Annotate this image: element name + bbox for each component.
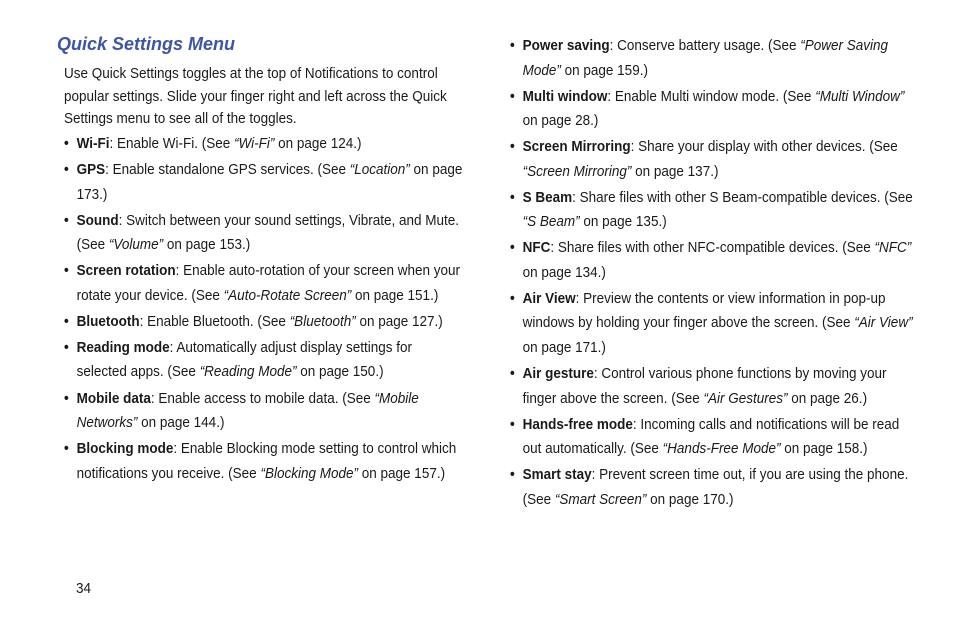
item-term: GPS — [76, 161, 106, 179]
item-term: Sound — [76, 211, 119, 229]
item-term: Reading mode — [76, 338, 170, 356]
item-page-reference: on page 135.) — [579, 213, 667, 231]
item-term: Multi window — [522, 87, 608, 105]
list-item — [64, 310, 464, 335]
item-description: : Preview the contents or view information in pop-up windows by holding your finger above the screen. (See — [522, 289, 886, 332]
list-item — [510, 186, 919, 235]
item-description: : Enable Wi-Fi. (See — [109, 135, 235, 152]
item-term: Screen Mirroring — [522, 138, 631, 156]
bullet-icon: • — [64, 161, 69, 179]
item-page-reference: on page 134.) — [522, 263, 606, 281]
list-item — [510, 362, 919, 411]
item-page-reference: on page 124.) — [274, 135, 362, 152]
section-heading: Quick Settings Menu — [57, 34, 236, 54]
item-page-reference: on page 170.) — [646, 490, 734, 508]
item-page-reference: on page 173.) — [76, 161, 463, 203]
item-description: : Enable Bluetooth. (See — [139, 312, 290, 330]
item-page-reference: on page 144.) — [137, 414, 225, 432]
item-reference: “Location” — [349, 161, 410, 179]
item-page-reference: on page 28.) — [522, 112, 599, 130]
left-bullet-list — [64, 132, 508, 488]
item-page-reference: on page 157.) — [358, 464, 446, 482]
bullet-icon: • — [510, 87, 515, 105]
item-page-reference: on page 150.) — [296, 363, 384, 381]
item-term: Mobile data — [76, 389, 151, 407]
item-page-reference: on page 158.) — [780, 440, 868, 458]
item-reference: “Mobile Networks” — [76, 389, 419, 432]
list-item — [64, 259, 464, 308]
item-term: Hands-free mode — [522, 415, 633, 433]
item-reference: “S Beam” — [522, 213, 580, 231]
item-description: : Enable Multi window mode. (See — [607, 87, 816, 105]
intro-paragraph: Use Quick Settings toggles at the top of Notifications to control popular settings. Slide your finger right and left across the Quick Settings menu to see all of the toggles. — [64, 65, 447, 127]
item-reference: “NFC” — [874, 239, 912, 257]
item-reference: “Hands-Free Mode” — [662, 440, 781, 458]
item-description: : Enable access to mobile data. (See — [150, 389, 375, 407]
bullet-icon: • — [64, 262, 69, 280]
bullet-icon: • — [510, 37, 515, 54]
item-description: : Enable auto-rotation of your screen when your rotate your device. (See — [76, 262, 461, 304]
item-description: : Share your display with other devices. (See — [630, 138, 898, 156]
list-item — [64, 336, 464, 385]
item-term: Air View — [522, 289, 576, 307]
item-reference: “Volume” — [108, 236, 164, 254]
list-item — [64, 437, 464, 486]
item-page-reference: on page 171.) — [522, 338, 606, 356]
bullet-icon: • — [510, 365, 515, 383]
bullet-icon: • — [510, 289, 515, 307]
item-term: Screen rotation — [76, 262, 176, 280]
item-description: : Enable standalone GPS services. (See — [105, 161, 350, 179]
list-item — [64, 209, 464, 258]
list-item — [510, 85, 919, 134]
list-item — [510, 34, 919, 83]
bullet-icon: • — [64, 338, 69, 356]
item-page-reference: on page 153.) — [163, 236, 251, 254]
item-description: : Incoming calls and notifications will be read out automatically. (See — [522, 415, 900, 458]
item-reference: “Wi-Fi” — [234, 135, 275, 152]
item-description: : Enable Blocking mode setting to control which notifications you receive. (See — [76, 440, 457, 482]
item-description: : Share files with other S Beam-compatible devices. (See — [572, 188, 913, 206]
item-reference: “Screen Mirroring” — [522, 162, 632, 180]
item-term: Bluetooth — [76, 312, 140, 330]
item-reference: “Air Gestures” — [703, 389, 788, 407]
item-description: : Share files with other NFC-compatible devices. (See — [550, 239, 875, 257]
list-item — [510, 287, 919, 361]
item-term: Air gesture — [522, 365, 594, 383]
right-bullet-list — [510, 34, 954, 514]
item-description: : Control various phone functions by moving your finger above the screen. (See — [522, 365, 887, 407]
list-item — [64, 132, 464, 157]
item-page-reference: on page 26.) — [787, 389, 868, 407]
bullet-icon: • — [510, 466, 515, 484]
item-description: : Switch between your sound settings, Vibrate, and Mute. (See — [76, 211, 460, 254]
bullet-icon: • — [64, 312, 69, 330]
item-reference: “Auto-Rotate Screen” — [223, 286, 352, 304]
item-term: NFC — [522, 239, 551, 257]
list-item — [510, 463, 919, 512]
bullet-icon: • — [64, 135, 69, 152]
item-page-reference: on page 151.) — [351, 286, 439, 304]
item-reference: “Air View” — [854, 314, 913, 332]
bullet-icon: • — [64, 211, 69, 229]
item-reference: “Blocking Mode” — [260, 464, 359, 482]
item-reference: “Multi Window” — [815, 87, 905, 105]
list-item — [64, 387, 464, 436]
item-page-reference: on page 159.) — [560, 61, 648, 79]
bullet-icon: • — [510, 138, 515, 156]
item-description: : Automatically adjust display settings for selected apps. (See — [76, 338, 412, 381]
item-page-reference: on page 137.) — [631, 162, 719, 180]
bullet-icon: • — [64, 440, 69, 458]
bullet-icon: • — [64, 389, 69, 407]
item-description: : Conserve battery usage. (See — [609, 37, 801, 54]
item-term: Wi-Fi — [76, 135, 110, 152]
item-term: Smart stay — [522, 466, 592, 484]
list-item — [510, 413, 919, 462]
bullet-icon: • — [510, 188, 515, 206]
item-reference: “Power Saving Mode” — [522, 37, 889, 79]
item-reference: “Bluetooth” — [289, 312, 356, 330]
item-term: Blocking mode — [76, 440, 174, 458]
bullet-icon: • — [510, 239, 515, 257]
page-number: 34 — [76, 580, 92, 597]
item-reference: “Smart Screen” — [554, 490, 647, 508]
item-page-reference: on page 127.) — [355, 312, 443, 330]
item-description: : Prevent screen time out, if you are using the phone. (See — [522, 466, 909, 508]
item-term: S Beam — [522, 188, 573, 206]
list-item — [510, 135, 919, 184]
list-item — [510, 236, 919, 285]
bullet-icon: • — [510, 415, 515, 433]
item-reference: “Reading Mode” — [199, 363, 297, 381]
list-item — [64, 158, 464, 207]
item-term: Power saving — [522, 37, 610, 54]
